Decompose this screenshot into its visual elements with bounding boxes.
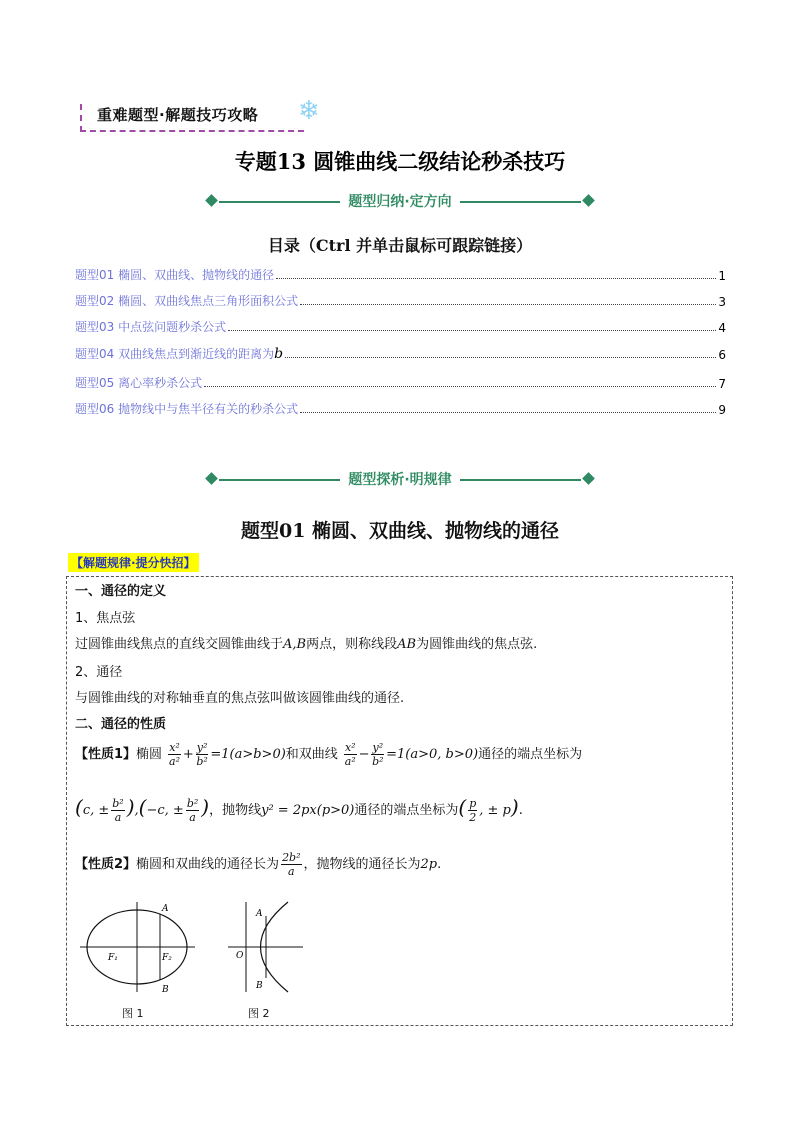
fraction: $\frac{\text{b²}}{a}$ xyxy=(112,797,124,824)
fraction: $\frac{\text{y²}}{\text{b²}}$ xyxy=(372,741,384,768)
toc-item-label: 题型03 中点弦问题秒杀公式 xyxy=(75,320,227,334)
text-run: 过圆锥曲线焦点的直线交圆锥曲线于 xyxy=(75,637,284,652)
fraction: $\frac{\text{x²}}{\text{a²}}$ xyxy=(169,741,180,768)
toc-item-label: 题型06 抛物线中与焦半径有关的秒杀公式 xyxy=(75,402,299,416)
heading-properties: 二、通径的性质 xyxy=(75,717,167,732)
tip-label: 【解题规律·提分快招】 xyxy=(68,553,199,572)
fig1-label-f1: F₁ xyxy=(108,953,118,963)
toc-item-label: 题型01 椭圆、双曲线、抛物线的通径 xyxy=(75,268,275,282)
page-title: 专题13 圆锥曲线二级结论秒杀技巧 xyxy=(234,149,566,174)
fraction: $\frac{\text{x²}}{\text{a²}}$ xyxy=(344,741,356,768)
figure-1-caption: 图 1 xyxy=(122,1007,144,1020)
fraction: $\frac{\text{2b²}}{a}$ xyxy=(282,851,301,878)
property-label: 【性质1】 xyxy=(75,747,137,762)
text-run: 通径的端点坐标为 xyxy=(478,747,583,762)
toc-leader xyxy=(204,386,716,387)
section-bar-label: 题型归纳·定方向 xyxy=(340,194,459,210)
property-1-line-2: (c, ± $\frac{\text{b²}}{a}$ ),(−c, ± $\frac{\text{b²}}{a}$ )，抛物线y² = 2px(p>0)通径的端点坐标为( $\frac{p}{2}$ , ± p). xyxy=(75,795,523,824)
fraction: $\frac{p}{2}$ xyxy=(469,797,477,824)
latus-rectum-text: 与圆锥曲线的对称轴垂直的焦点弦叫做该圆锥曲线的通径. xyxy=(75,691,405,706)
text-run: 椭圆和双曲线的通径长为 xyxy=(136,857,280,872)
text-run: 和双曲线 xyxy=(285,747,338,762)
subheading-latus-rectum: 2、通径 xyxy=(75,665,123,680)
fraction: $\frac{\text{b²}}{a}$ xyxy=(186,797,199,824)
section-title: 题型01 椭圆、双曲线、抛物线的通径 xyxy=(240,520,560,542)
toc-item[interactable] xyxy=(75,291,726,309)
property-2: 【性质2】椭圆和双曲线的通径长为 $\frac{\text{2b²}}{a}$ ，抛物线的通径长为2p. xyxy=(75,851,442,878)
toc-item-label: 题型04 双曲线焦点到渐近线的距离为 xyxy=(75,347,275,361)
toc-item-label: 题型05 离心率秒杀公式 xyxy=(75,376,203,390)
tag-left-border xyxy=(80,104,82,132)
toc-leader xyxy=(300,412,716,413)
section-bar-analysis xyxy=(205,470,595,490)
figure-2-parabola xyxy=(228,900,303,995)
figure-1-ellipse xyxy=(80,900,195,995)
header-tag: 重难题型·解题技巧攻略 xyxy=(97,106,259,124)
toc-item-page: 1 xyxy=(718,269,726,283)
toc-leader xyxy=(300,304,716,305)
math-var: 2p xyxy=(420,857,438,872)
tag-underline xyxy=(80,130,304,132)
toc-item-page: 3 xyxy=(718,295,726,309)
property-1-line-1: 【性质1】椭圆 $\frac{\text{x²}}{\text{a²}}$ + $\frac{\text{y²}}{\text{b²}}$ =1(a>b>0)和双曲线 $\frac{\text{x²}}{\text{a²}}$ − $\frac{\text{y²}}{\text{b²}}$ =1(a>0, b>0)通径的端点坐标为 xyxy=(75,741,583,768)
fig2-label-a: A xyxy=(256,909,263,919)
toc-item-page: 9 xyxy=(718,403,726,417)
text-run: ，抛物线的通径长为 xyxy=(303,857,421,872)
fig2-label-b: B xyxy=(256,981,263,991)
toc-item-label: 题型02 椭圆、双曲线焦点三角形面积公式 xyxy=(75,294,299,308)
section-bar-label: 题型探析·明规律 xyxy=(340,472,459,488)
fig2-label-o: O xyxy=(236,951,244,961)
toc-item-page: 4 xyxy=(718,321,726,335)
subheading-focal-chord: 1、焦点弦 xyxy=(75,611,136,626)
toc-item[interactable] xyxy=(75,373,726,391)
toc-item[interactable] xyxy=(75,399,726,417)
toc-title: 目录（Ctrl 并单击鼠标可跟踪链接） xyxy=(267,236,533,255)
toc-item-page: 7 xyxy=(718,377,726,391)
fig1-label-a: A xyxy=(162,904,169,914)
fig1-label-f2: F₂ xyxy=(162,953,172,963)
math-var: A,B xyxy=(283,637,307,652)
toc-item-variable: b xyxy=(274,346,284,362)
property-label: 【性质2】 xyxy=(75,857,137,872)
toc-item[interactable] xyxy=(75,317,726,335)
math-var: AB xyxy=(397,637,417,652)
snowflake-icon: ❄ xyxy=(298,96,320,126)
fig1-label-b: B xyxy=(162,985,169,995)
toc-item[interactable] xyxy=(75,265,726,283)
fraction: $\frac{\text{y²}}{\text{b²}}$ xyxy=(196,741,208,768)
text-run: 椭圆 xyxy=(136,747,163,762)
toc-leader xyxy=(276,278,716,279)
text-run: 两点，则称线段 xyxy=(306,637,398,652)
toc-item[interactable] xyxy=(75,344,726,362)
section-bar-summary xyxy=(205,192,595,212)
toc-item-page: 6 xyxy=(718,348,726,362)
toc-leader xyxy=(228,330,716,331)
focal-chord-text xyxy=(75,633,537,652)
toc-leader xyxy=(285,357,716,358)
figure-2-caption: 图 2 xyxy=(248,1007,270,1020)
text-run: 通径的端点坐标为 xyxy=(354,803,459,818)
text-run: 为圆锥曲线的焦点弦. xyxy=(416,637,538,652)
heading-definition: 一、通径的定义 xyxy=(75,584,167,599)
text-run: ，抛物线 xyxy=(209,803,262,818)
